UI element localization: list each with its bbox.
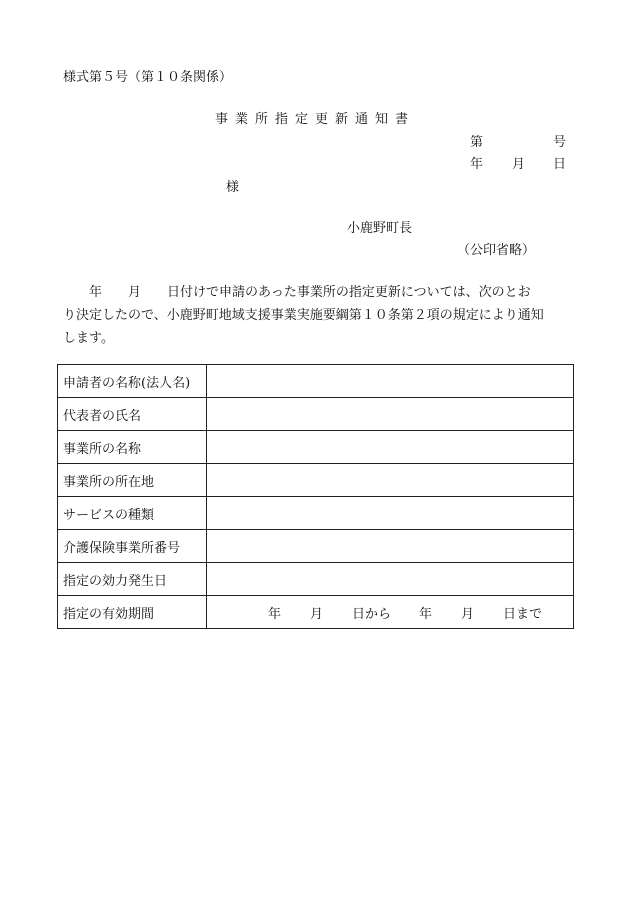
period-from-day: 日から bbox=[352, 606, 392, 622]
validity-period-cell bbox=[207, 596, 574, 629]
form-number: 様式第５号（第１０条関係） bbox=[63, 70, 233, 85]
row-value bbox=[207, 398, 574, 431]
row-label: 事業所の名称 bbox=[58, 431, 207, 464]
row-label: 指定の有効期間 bbox=[58, 596, 207, 629]
table-row bbox=[58, 563, 574, 596]
row-label: サービスの種類 bbox=[58, 497, 207, 530]
date-year-label: 年 bbox=[470, 157, 484, 172]
table-row bbox=[58, 398, 574, 431]
row-value bbox=[207, 563, 574, 596]
row-value bbox=[207, 497, 574, 530]
period-to-day: 日まで bbox=[503, 606, 543, 622]
notice-line: します。 bbox=[63, 331, 114, 346]
sender-name: 小鹿野町長 bbox=[347, 221, 413, 236]
row-value bbox=[207, 530, 574, 563]
row-value bbox=[207, 431, 574, 464]
row-label: 申請者の名称(法人名) bbox=[58, 365, 207, 398]
document-title: 事業所指定更新通知書 bbox=[214, 112, 415, 127]
row-label: 事業所の所在地 bbox=[58, 464, 207, 497]
doc-number-suffix: 号 bbox=[553, 135, 567, 150]
table-row bbox=[58, 596, 574, 629]
doc-number-prefix: 第 bbox=[470, 135, 484, 150]
period-to-year: 年 bbox=[419, 606, 433, 622]
row-value bbox=[207, 464, 574, 497]
period-from-month: 月 bbox=[310, 606, 324, 622]
row-label: 指定の効力発生日 bbox=[58, 563, 207, 596]
validity-period bbox=[212, 603, 573, 622]
row-label: 代表者の氏名 bbox=[58, 398, 207, 431]
table-row bbox=[58, 464, 574, 497]
notice-line: り決定したので、小鹿野町地域支援事業実施要綱第１０条第２項の規定により通知 bbox=[63, 308, 544, 323]
info-table bbox=[57, 364, 574, 629]
notice-body bbox=[63, 281, 568, 350]
recipient-honorific: 様 bbox=[226, 180, 240, 195]
table-row bbox=[58, 530, 574, 563]
table-row bbox=[58, 365, 574, 398]
table-row bbox=[58, 497, 574, 530]
row-label: 介護保険事業所番号 bbox=[58, 530, 207, 563]
notice-line: 年 月 日付けで申請のあった事業所の指定更新については、次のとお bbox=[63, 285, 531, 300]
date-month-label: 月 bbox=[512, 157, 526, 172]
date-day-label: 日 bbox=[553, 157, 567, 172]
period-from-year: 年 bbox=[268, 606, 282, 622]
table-row bbox=[58, 431, 574, 464]
seal-note: （公印省略） bbox=[457, 243, 536, 258]
row-value bbox=[207, 365, 574, 398]
period-to-month: 月 bbox=[461, 606, 475, 622]
